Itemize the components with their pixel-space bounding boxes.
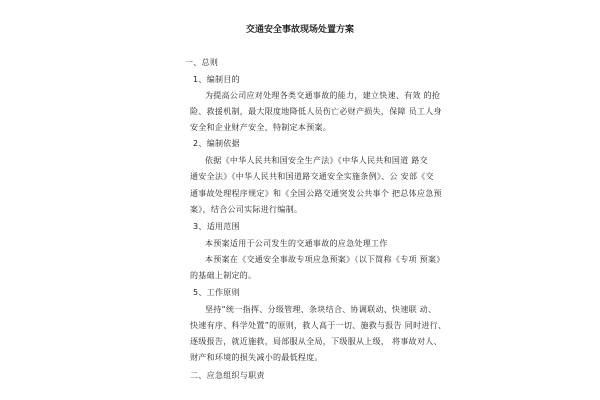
paragraph-line: 案》，结合公司实际进行编制。 [190,205,303,214]
document-title: 交通安全事故现场处置方案 [245,25,354,35]
subsection-heading-principles: 5、工作原则 [193,288,240,297]
section-heading-general: 一、总则 [185,58,219,67]
paragraph-line: 逐级报告，就近施救，局部服从全局，下级服从上级， 将事故对人、 [190,337,442,346]
paragraph-line: 为提高公司应对处理各类交通事故的能力，建立快速、有效 的抢 [205,91,441,100]
paragraph-line: 财产和环境的损失减小的最低程度。 [190,353,323,362]
subsection-heading-purpose: 1、编制目的 [193,75,240,84]
paragraph-line: 的基础上制定的。 [190,271,257,280]
paragraph-line: 通事故处理程序规定》和《全国公路交通突发公共事个 把总体应急预 [190,189,442,198]
paragraph-line: 险、救援机制，最大限度地降低人员伤亡必财产损失，保障 员工人身 [190,107,442,116]
paragraph-line: 坚持“统一指挥、分级管理、条块结合、协调联动、快速联 动、 [205,305,437,314]
section-heading-organization: 二、应急组织与职责 [190,371,265,380]
paragraph-line: 通安全法》《中华人民共和国道路交通安全实施条例》、公 安部《交 [190,172,434,181]
paragraph-line: 本预案适用于公司发生的交通事故的应急处理工作 [205,239,388,248]
paragraph-line: 依据《中华人民共和国安全生产法》《中华人民共和国道 路交 [205,156,428,165]
paragraph-line: 快速有序、科学处置”的原则，救人高于一切、施救与报告 同时进行、 [190,321,447,330]
subsection-heading-scope: 3、适用范围 [193,222,240,231]
paragraph-line: 安全和企业财产安全，特制定本预案。 [190,123,332,132]
subsection-heading-basis: 2、编制依据 [193,139,240,148]
paragraph-line: 本预案在《交通安全事故专项应急预案》（以下简称《专项 预案》 [205,255,445,264]
